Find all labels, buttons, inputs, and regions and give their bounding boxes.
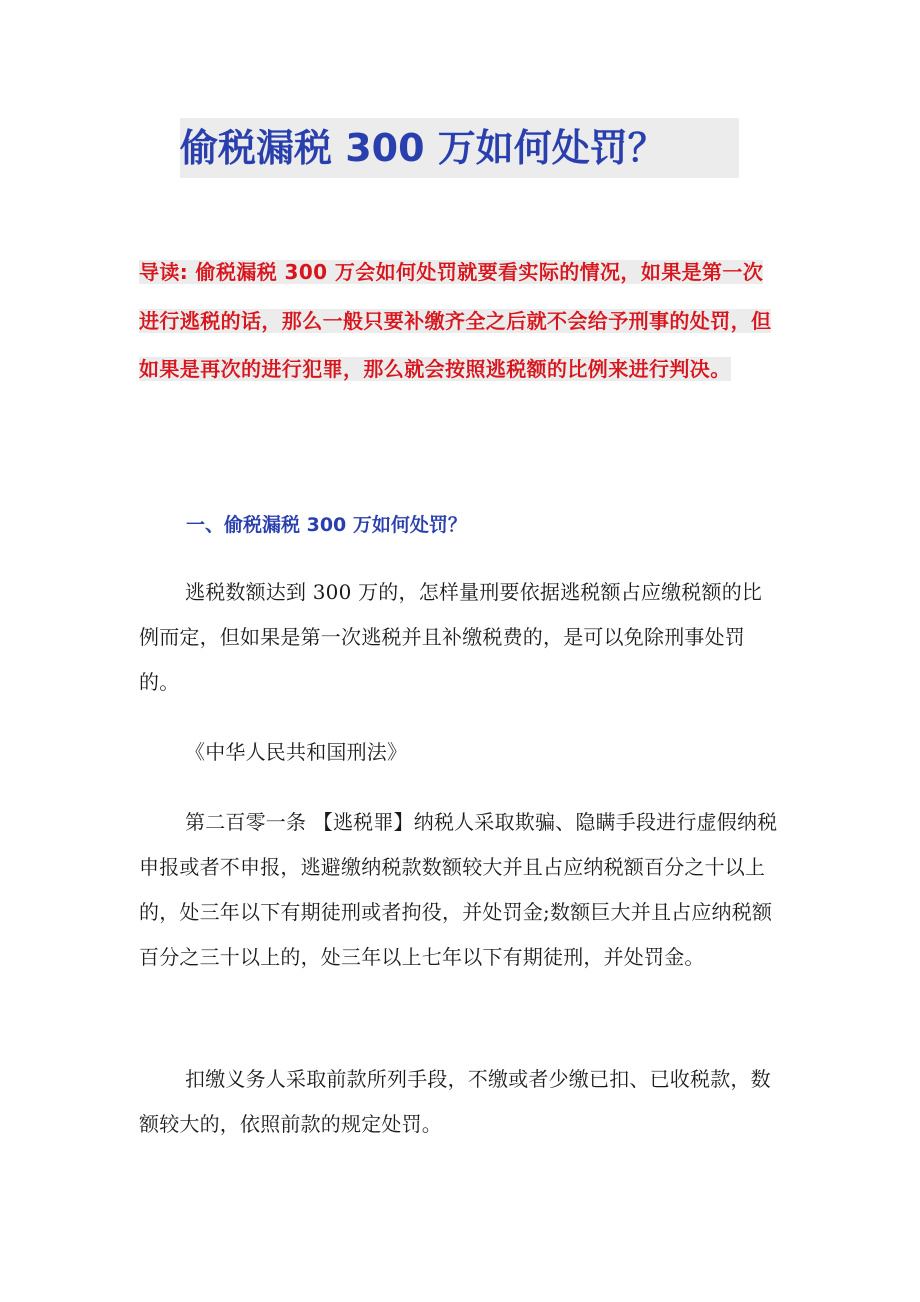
document-title: 偷税漏税 300 万如何处罚？ <box>180 118 739 178</box>
intro-text: 导读: 偷税漏税 300 万会如何处罚就要看实际的情况，如果是第一次进行逃税的话，那么一般只要补缴齐全之后就不会给予刑事的处罚，但如果是再次的进行犯罪，那么就会按照逃税额的比例来进行判决。 <box>139 260 772 381</box>
intro-summary <box>139 248 781 394</box>
law-title: 《中华人民共和国刑法》 <box>185 740 408 764</box>
section-heading: 一、偷税漏税 300 万如何处罚？ <box>186 514 467 536</box>
body-paragraph: 逃税数额达到 300 万的，怎样量刑要依据逃税额占应缴税额的比例而定，但如果是第一次逃税并且补缴税费的，是可以免除刑事处罚的。 <box>139 580 763 694</box>
body-paragraph: 扣缴义务人采取前款所列手段，不缴或者少缴已扣、已收税款，数额较大的，依照前款的规定处罚。 <box>139 1067 771 1136</box>
law-article: 第二百零一条 【逃税罪】纳税人采取欺骗、隐瞒手段进行虚假纳税申报或者不申报，逃避缴纳税款数额较大并且占应纳税额百分之十以上的，处三年以下有期徒刑或者拘役，并处罚金;数额巨大并且占应纳税额百分之三十以上的，处三年以上七年以下有期徒刑，并处罚金。 <box>139 810 778 969</box>
